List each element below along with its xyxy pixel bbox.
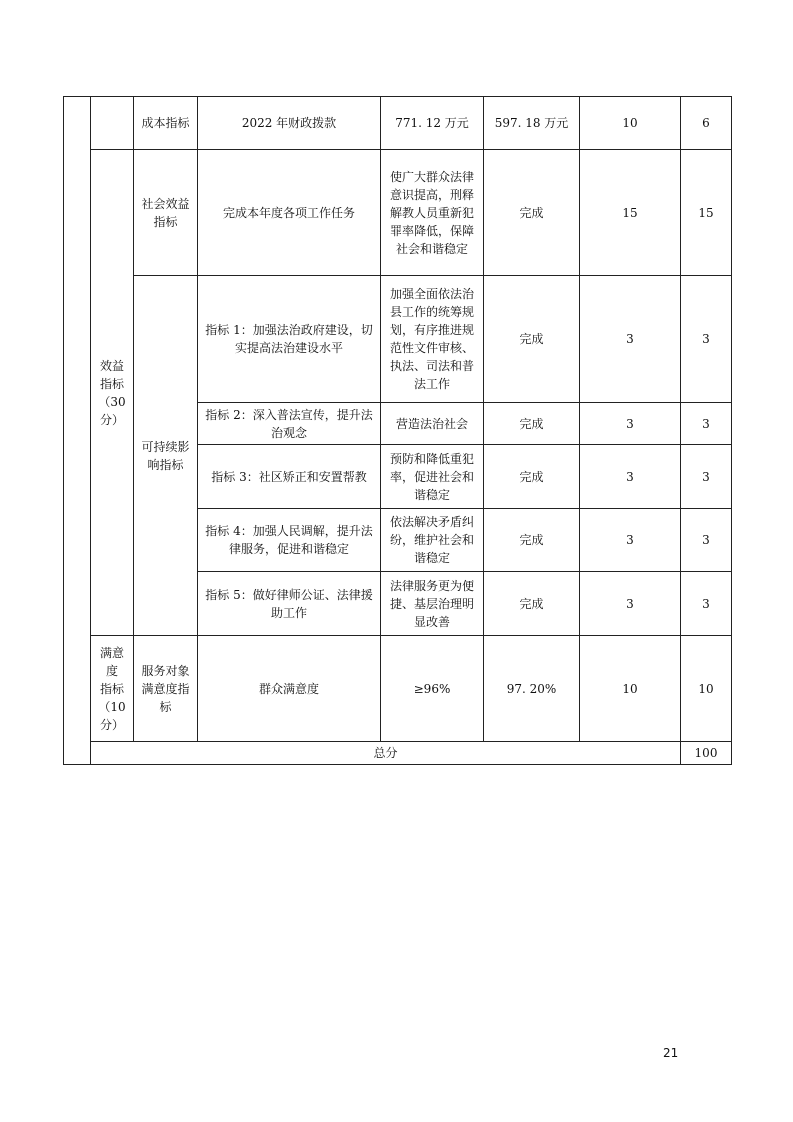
social-score-cell: 15 xyxy=(681,150,732,276)
sustain-4-weight-cell: 3 xyxy=(580,509,681,572)
satisfaction-score-cell: 10 xyxy=(681,636,732,742)
social-sub-cell: 社会效益 指标 xyxy=(134,150,198,276)
satisfaction-target-cell: ≥96% xyxy=(381,636,484,742)
social-weight-cell: 15 xyxy=(580,150,681,276)
sustain-5-weight-cell: 3 xyxy=(580,572,681,636)
sustain-3-indicator-cell: 指标 3：社区矫正和安置帮教 xyxy=(198,445,381,509)
table-row-sustain-1 xyxy=(64,276,732,403)
sustain-sub-cell: 可持续影 响指标 xyxy=(134,276,198,636)
sustain-2-score-cell: 3 xyxy=(681,403,732,445)
cost-actual-cell: 597. 18 万元 xyxy=(484,97,580,150)
table-row-cost xyxy=(64,97,732,150)
sustain-1-weight-cell: 3 xyxy=(580,276,681,403)
satisfaction-indicator-cell: 群众满意度 xyxy=(198,636,381,742)
cost-score-cell: 6 xyxy=(681,97,732,150)
sustain-5-actual-cell: 完成 xyxy=(484,572,580,636)
page-number: 21 xyxy=(663,1046,679,1060)
sustain-2-actual-cell: 完成 xyxy=(484,403,580,445)
sustain-5-score-cell: 3 xyxy=(681,572,732,636)
social-actual-cell: 完成 xyxy=(484,150,580,276)
sustain-5-target-cell: 法律服务更为便捷、基层治理明显改善 xyxy=(381,572,484,636)
benefit-group-cell: 效益 指标 （30 分） xyxy=(91,150,134,636)
sustain-1-indicator-cell: 指标 1：加强法治政府建设，切实提高法治建设水平 xyxy=(198,276,381,403)
sustain-4-target-cell: 依法解决矛盾纠纷，维护社会和谐稳定 xyxy=(381,509,484,572)
sustain-1-target-cell: 加强全面依法治县工作的统筹规划，有序推进规范性文件审核、执法、司法和普法工作 xyxy=(381,276,484,403)
sustain-3-weight-cell: 3 xyxy=(580,445,681,509)
sustain-2-indicator-cell: 指标 2：深入普法宣传，提升法治观念 xyxy=(198,403,381,445)
cost-target-cell: 771. 12 万元 xyxy=(381,97,484,150)
table-row-total xyxy=(64,742,732,765)
cost-weight-cell: 10 xyxy=(580,97,681,150)
social-indicator-cell: 完成本年度各项工作任务 xyxy=(198,150,381,276)
total-label-cell: 总分 xyxy=(91,742,681,765)
sustain-1-actual-cell: 完成 xyxy=(484,276,580,403)
sustain-2-target-cell: 营造法治社会 xyxy=(381,403,484,445)
social-target-cell: 使广大群众法律意识提高，刑释解教人员重新犯罪率降低，保障社会和谐稳定 xyxy=(381,150,484,276)
sustain-3-target-cell: 预防和降低重犯率，促进社会和谐稳定 xyxy=(381,445,484,509)
satisfaction-sub-cell: 服务对象 满意度指 标 xyxy=(134,636,198,742)
sustain-5-indicator-cell: 指标 5：做好律师公证、法律援助工作 xyxy=(198,572,381,636)
satisfaction-group-cell: 满意 度 指标 （10 分） xyxy=(91,636,134,742)
sustain-3-actual-cell: 完成 xyxy=(484,445,580,509)
table-row-social xyxy=(64,150,732,276)
sustain-3-score-cell: 3 xyxy=(681,445,732,509)
total-weight-cell: 100 xyxy=(681,742,732,765)
satisfaction-actual-cell: 97. 20% xyxy=(484,636,580,742)
outer-blank-cell xyxy=(64,97,91,765)
cost-indicator-cell: 2022 年财政拨款 xyxy=(198,97,381,150)
sustain-2-weight-cell: 3 xyxy=(580,403,681,445)
sustain-4-score-cell: 3 xyxy=(681,509,732,572)
cost-group-cell xyxy=(91,97,134,150)
table-row-satisfaction xyxy=(64,636,732,742)
cost-sub-cell: 成本指标 xyxy=(134,97,198,150)
sustain-4-actual-cell: 完成 xyxy=(484,509,580,572)
performance-table xyxy=(63,96,732,765)
sustain-1-score-cell: 3 xyxy=(681,276,732,403)
satisfaction-weight-cell: 10 xyxy=(580,636,681,742)
sustain-4-indicator-cell: 指标 4：加强人民调解，提升法律服务，促进和谐稳定 xyxy=(198,509,381,572)
